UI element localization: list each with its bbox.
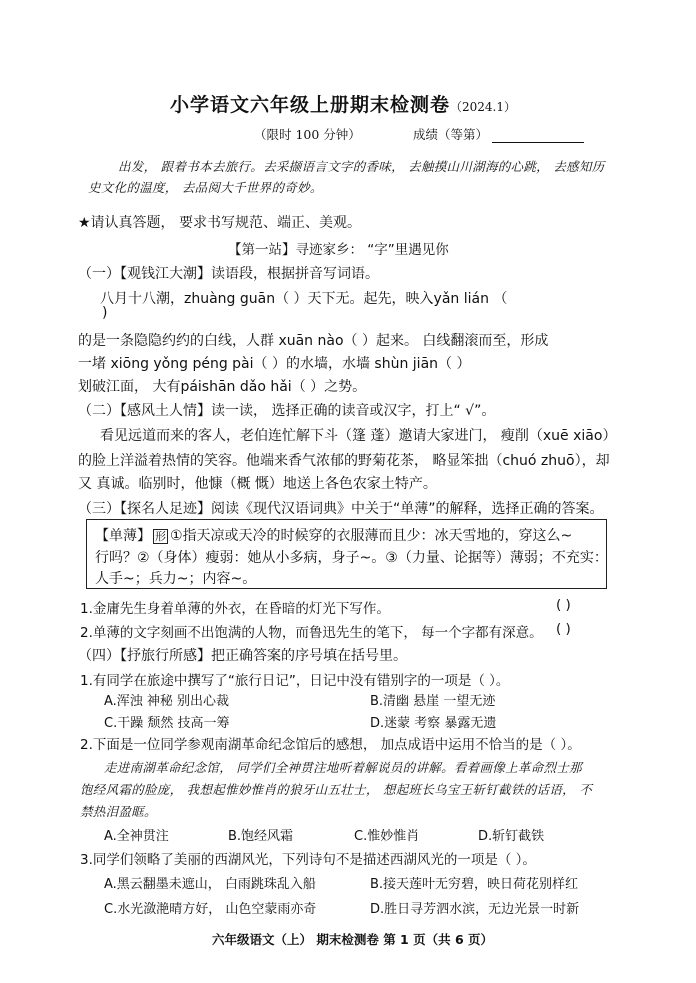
definition-word: 【单薄】 — [95, 528, 151, 544]
option: A.黑云翻墨未遮山， 白雨跳珠乱入船 — [104, 877, 316, 892]
definition-box — [86, 519, 607, 589]
option: D.迷蒙 考察 暴露无遗 — [370, 716, 497, 731]
page-title — [170, 90, 516, 117]
option: B.清幽 悬崖 一望无迹 — [370, 694, 496, 709]
definition-line: 人手~；兵力~；内容~。 — [95, 571, 257, 587]
q3-item-2: 2.单薄的文字刻画不出饱满的人物，而鲁迅先生的笔下， 每一个字都有深意。 — [80, 625, 543, 641]
title-date: （2024.1） — [450, 100, 517, 114]
intro-line-2: 史文化的温度， 去品阅大千世界的奇妙。 — [88, 180, 323, 195]
q1-line: 划破江面， 大有páishān dǎo hǎi（ ）之势。 — [78, 379, 367, 395]
q2-heading: （二）【感风土人情】读一读， 选择正确的读音或汉字，打上“ √”。 — [78, 403, 496, 419]
q4-stem-2: 2.下面是一位同学参观南湖革命纪念馆后的感想， 加点成语中运用不恰当的是（ ）。 — [80, 737, 581, 753]
option: A.浑浊 神秘 别出心裁 — [104, 694, 230, 709]
page-footer: 六年级语文（上） 期末检测卷 第 1 页（共 6 页） — [212, 932, 494, 947]
q4-stem-1: 1.有同学在旅途中撰写了“旅行日记”，日记中没有错别字的一项是（ ）。 — [80, 673, 510, 689]
q2-line: 的脸上洋溢着热情的笑容。他端来香气浓郁的野菊花茶， 略显笨拙（chuó zhuō），却 — [78, 453, 610, 469]
option: A.全神贯注 — [104, 829, 169, 844]
definition-text: ①指天凉或天冷的时候穿的衣服薄而且少：冰天雪地的，穿这么~ — [170, 528, 573, 544]
answer-bracket[interactable]: ( ) — [556, 621, 571, 637]
notice: ★请认真答题， 要求书写规范、端正、美观。 — [78, 215, 361, 231]
score-blank[interactable] — [492, 130, 584, 143]
option: C.水光潋滟晴方好， 山色空蒙雨亦奇 — [104, 902, 317, 917]
q4-stem-3: 3.同学们领略了美丽的西湖风光，下列诗句不是描述西湖风光的一项是（ ）。 — [80, 852, 536, 868]
passage-line: 走进南湖革命纪念馆， 同学们全神贯注地听着解说员的讲解。看着画像上革命烈士那 — [104, 760, 582, 775]
q4-heading: （四）【抒旅行所感】把正确答案的序号填在括号里。 — [78, 648, 407, 664]
score-label: 成绩（等第） — [413, 127, 489, 142]
q2-line: 看见远道而来的客人，老伯连忙解下斗（篷 蓬）邀请大家进门， 瘦削（xuē xiāo） — [100, 428, 617, 444]
q1-line: 的是一条隐隐约约的白线，人群 xuān nào（ ）起来。 白线翻滚而至，形成 — [78, 333, 549, 349]
option: C.惟妙惟肖 — [354, 829, 420, 844]
time-limit: （限时 100 分钟） — [254, 127, 361, 142]
passage-line: 饱经风霜的脸庞， 我想起惟妙惟肖的狼牙山五壮士， 想起班长乌宝王斩钉截铁的话语， 不 — [80, 782, 593, 797]
station-heading: 【第一站】寻迹家乡： “字”里遇见你 — [228, 242, 449, 258]
q1-line: 八月十八潮，zhuàng guān（ ）天下无。起先，映入yǎn lián （ — [100, 291, 508, 307]
q2-line: 又 真诚。临别时，他慷（概 慨）地送上各色农家土特产。 — [78, 476, 437, 492]
q1-line: ) — [102, 305, 108, 321]
option: C.干躁 颓然 技高一筹 — [104, 716, 230, 731]
q3-heading: （三）【探名人足迹】阅读《现代汉语词典》中关于“单薄”的解释，选择正确的答案。 — [78, 501, 604, 517]
q3-item-1: 1.金庸先生身着单薄的外衣，在昏暗的灯光下写作。 — [80, 601, 390, 617]
title-text: 小学语文六年级上册期末检测卷 — [170, 94, 451, 116]
option: B.接天莲叶无穷碧，映日荷花别样红 — [370, 877, 579, 892]
answer-bracket[interactable]: ( ) — [556, 597, 571, 613]
option: D.斩钉截铁 — [478, 829, 545, 844]
intro-line-1: 出发， 跟着书本去旅行。去采撷语言文字的香味， 去触摸山川湖海的心跳， 去感知历 — [118, 159, 605, 174]
q1-heading: （一）【观钱江大潮】读语段，根据拼音写词语。 — [78, 266, 379, 282]
q1-line: 一堵 xiōng yǒng péng pài（ ）的水墙，水墙 shùn jiān（ ） — [78, 356, 471, 372]
pos-tag: 形 — [155, 530, 166, 543]
option: D.胜日寻芳泗水滨，无边光景一时新 — [370, 902, 580, 917]
definition-line — [95, 525, 572, 545]
option: B.饱经风霜 — [228, 829, 294, 844]
passage-line: 禁热泪盈眶。 — [80, 804, 157, 819]
definition-line: 行吗？②（身体）瘦弱：她从小多病，身子~。③（力量、论据等）薄弱；不充实： — [95, 550, 608, 566]
score-field — [413, 125, 584, 143]
